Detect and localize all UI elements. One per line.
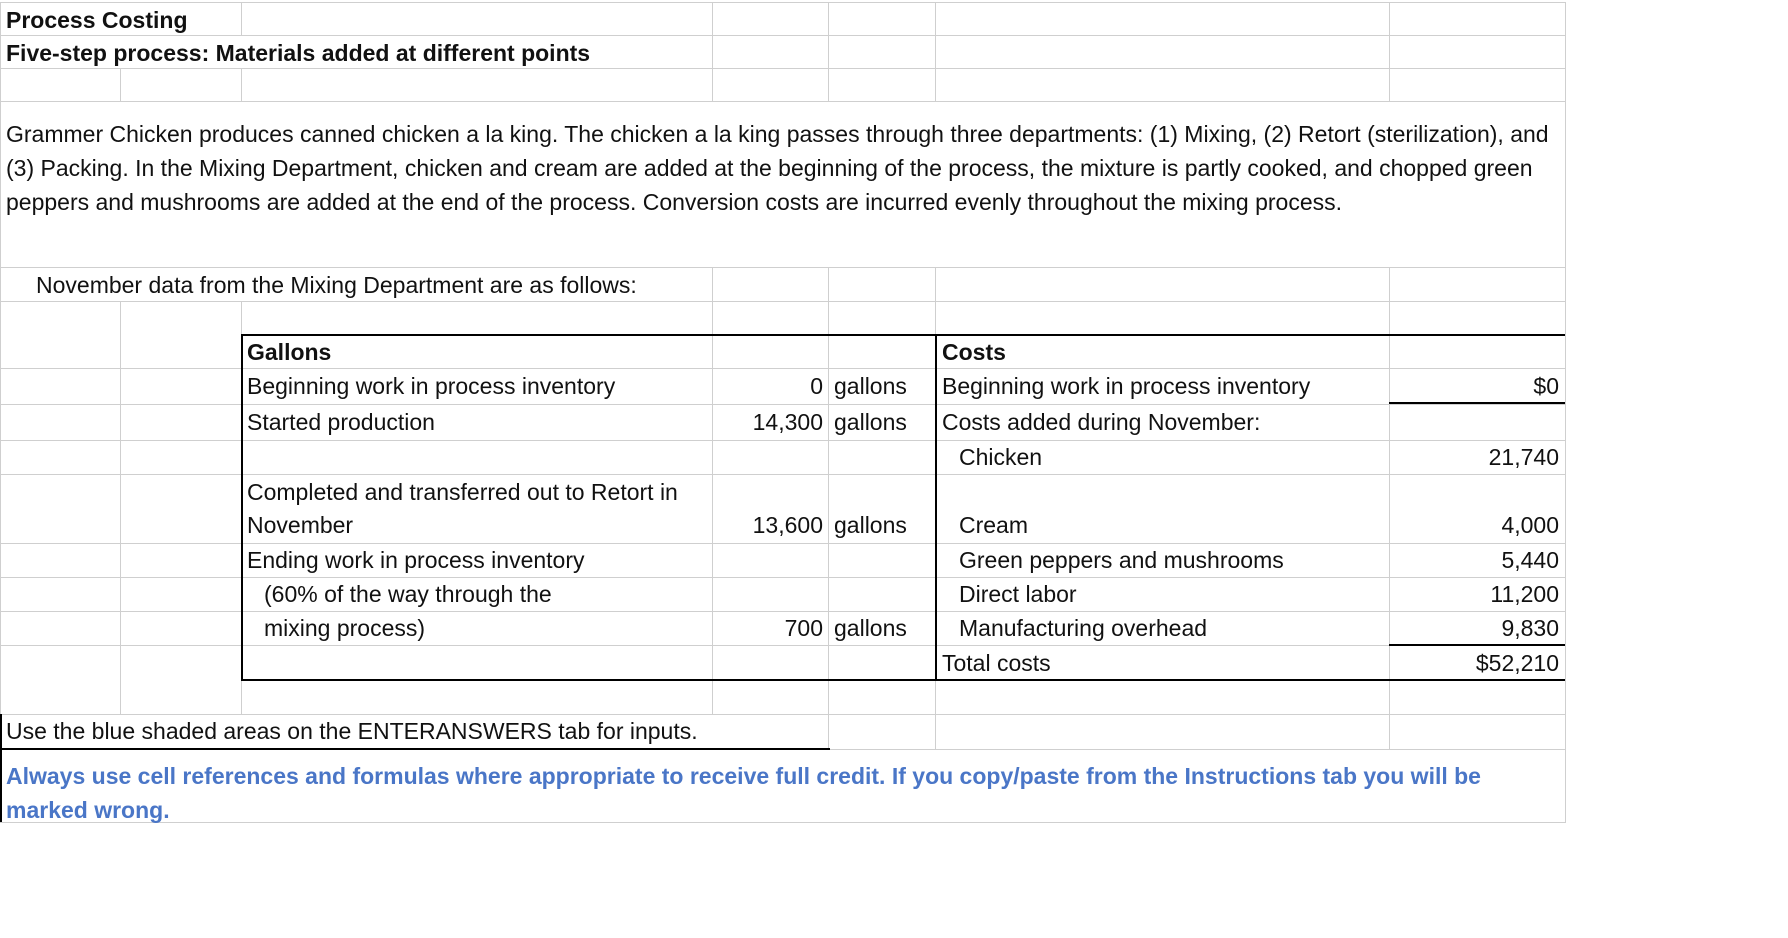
costs-added-label: Costs added during November:: [942, 409, 1261, 435]
table-border-left: [241, 334, 243, 681]
gallons-ending-label-2: (60% of the way through the: [264, 581, 552, 607]
grid-row-line: [0, 577, 1566, 578]
grid-row-line: [0, 2, 1566, 3]
costs-border-left: [935, 334, 937, 681]
footer-warning: Always use cell references and formulas where appropriate to receive full credit. If you copy/paste from the Instructions tab you will be marked wrong.: [6, 763, 1481, 823]
costs-peppers-value: 5,440: [1501, 547, 1559, 573]
gallons-beginning-value: 0: [810, 373, 823, 399]
grid-row-line: [0, 101, 1566, 102]
costs-beginning-value: $0: [1533, 373, 1559, 399]
intro-paragraph: Grammer Chicken produces canned chicken a la king. The chicken a la king passes through three departments: (1) Mixing, (2) Retort (sterilization), and (3) Packing. In the Mixing Department, chicken and cream are added at the beginning of the process, the mixture is partly cooked, and chopped green peppers and mushrooms are added at the end of the process. Conversion costs are incurred evenly throughout the mixing process.: [6, 121, 1549, 215]
grid-col-line: [120, 68, 121, 101]
gallons-started-value: 14,300: [752, 409, 823, 435]
grid-col-line: [1389, 2, 1390, 101]
gallons-heading: Gallons: [247, 339, 332, 365]
costs-labor-value: 11,200: [1490, 581, 1559, 607]
page-title: Process Costing: [6, 7, 188, 33]
grid-col-line: [120, 301, 121, 714]
gallons-started-unit: gallons: [834, 409, 907, 435]
costs-cream-value: 4,000: [1501, 512, 1559, 538]
gallons-ending-unit: gallons: [834, 615, 907, 641]
gallons-beginning-label: Beginning work in process inventory: [247, 373, 616, 399]
costs-cream-label: Cream: [959, 512, 1029, 538]
grid-col-line: [241, 68, 242, 101]
costs-beginning-label: Beginning work in process inventory: [942, 373, 1311, 399]
costs-chicken-value: 21,740: [1488, 444, 1559, 470]
gallons-completed-value: 13,600: [752, 512, 823, 538]
table-border-bottom: [241, 679, 1565, 681]
gallons-ending-value: 700: [784, 615, 823, 641]
costs-total-value: $52,210: [1475, 650, 1559, 676]
grid-row-line: [0, 440, 1566, 441]
costs-peppers-label: Green peppers and mushrooms: [959, 547, 1284, 573]
grid-col-line: [0, 2, 1, 822]
costs-total-label: Total costs: [942, 650, 1051, 676]
footer-border-top: [0, 748, 830, 750]
costs-labor-label: Direct labor: [959, 581, 1077, 607]
gallons-ending-label-3: mixing process): [264, 615, 426, 641]
grid-row-line: [0, 645, 1566, 646]
table-border-top: [241, 334, 1565, 336]
grid-col-line: [1565, 2, 1566, 822]
costs-chicken-label: Chicken: [959, 444, 1043, 470]
gallons-completed-unit: gallons: [834, 512, 907, 538]
costs-heading: Costs: [942, 339, 1006, 365]
gallons-completed-label-1: Completed and transferred out to Retort in: [247, 479, 678, 505]
grid-col-line: [828, 2, 829, 101]
grid-col-line: [241, 2, 242, 35]
page-subtitle: Five-step process: Materials added at different points: [6, 40, 591, 66]
data-intro-text: November data from the Mixing Department are as follows:: [36, 272, 637, 298]
grid-row-line: [0, 474, 1566, 475]
costs-overhead-value: 9,830: [1501, 615, 1559, 641]
gallons-beginning-unit: gallons: [834, 373, 907, 399]
footer-instruction: Use the blue shaded areas on the ENTERANSWERS tab for inputs.: [6, 718, 698, 744]
costs-overhead-label: Manufacturing overhead: [959, 615, 1208, 641]
gallons-ending-label-1: Ending work in process inventory: [247, 547, 585, 573]
footer-border-left: [0, 714, 2, 822]
grid-row-line: [0, 543, 1566, 544]
grid-col-line: [828, 267, 829, 749]
grid-col-line: [712, 2, 713, 101]
grid-col-line: [120, 680, 121, 714]
gallons-completed-label-2: November: [247, 512, 354, 538]
grid-col-line: [935, 2, 936, 101]
gallons-started-label: Started production: [247, 409, 435, 435]
